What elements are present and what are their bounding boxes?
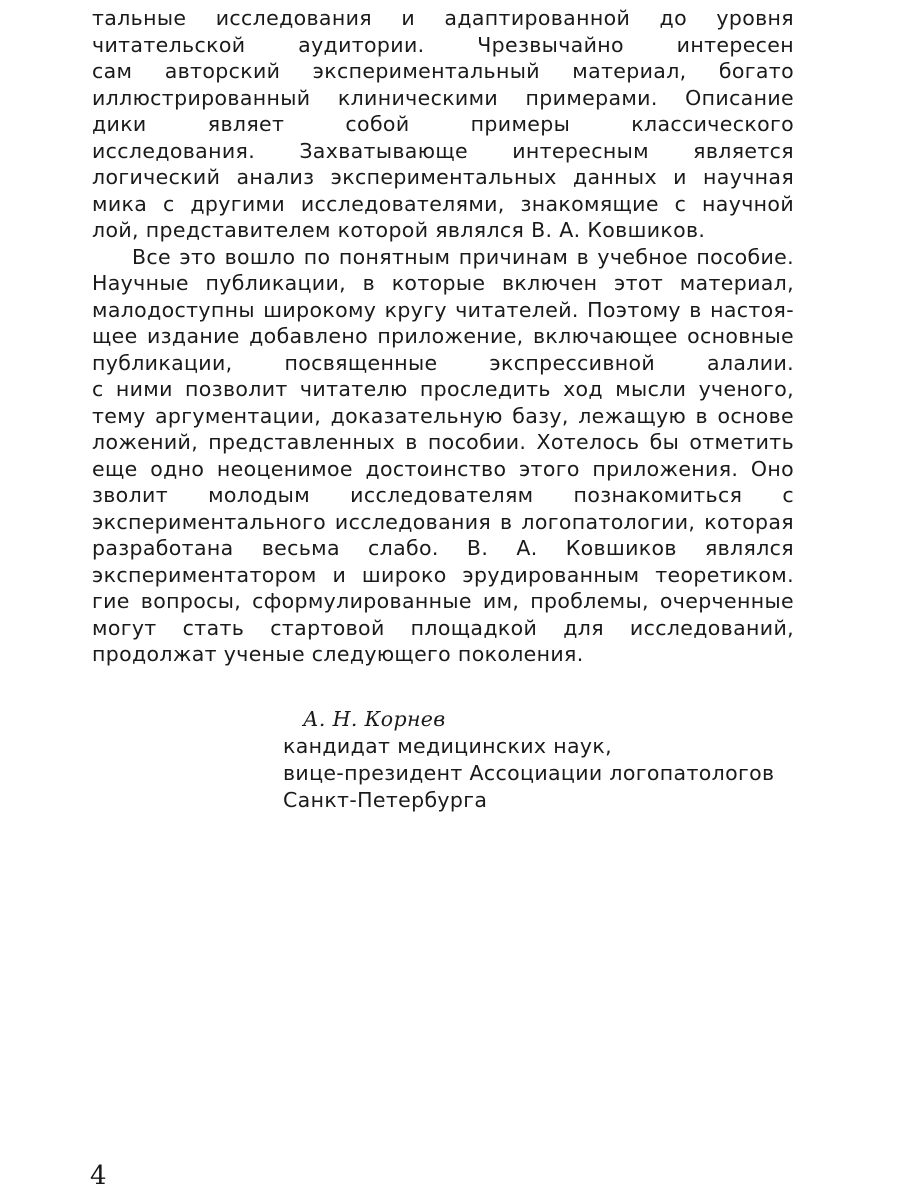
paragraph-1 [92,5,794,244]
text-line: читательской аудитории. Чрезвычайно интересен [92,32,794,57]
text-line: зволит молодым исследователям познакомиться с [92,483,794,507]
text-line: мика с другими исследователями, знакомящие с научной [92,191,794,216]
signature-block [283,706,843,814]
text-line: экспериментатором и широко эрудированным теоретиком. [92,562,794,587]
paragraph-2 [92,244,794,668]
text-line: Все это вошло по понятным причинам в учебное пособие. [132,244,794,269]
text-line: щее издание добавлено приложение, включающее основные [92,324,794,348]
text-line: еще одно неоценимое достоинство этого приложения. Оно [92,456,794,481]
text-line: тальные исследования и адаптированной до уровня [92,6,794,30]
page-number: 4 [90,1161,107,1191]
text-line: ложений, представленных в пособии. Хотелось бы отметить [92,430,794,454]
text-line: Научные публикации, в которые включен этот материал, [92,271,794,295]
text-line: гие вопросы, сформулированные им, проблемы, очерченные [92,589,794,613]
signature-credential: вице-президент Ассоциации логопатологов [283,761,775,785]
signature-author: А. Н. Корнев [303,707,446,731]
text-line: с ними позволит читателю проследить ход мысли ученого, [92,377,794,401]
text-line: исследования. Захватывающе интересным является [92,138,794,163]
text-line: экспериментального исследования в логопатологии, которая [92,509,794,534]
text-line: сам авторский экспериментальный материал, богато [92,59,794,83]
signature-credential: кандидат медицинских наук, [283,734,613,758]
text-line: логический анализ экспериментальных данных и научная [92,165,794,189]
signature-credential: Санкт-Петербурга [283,788,488,812]
text-line: иллюстрированный клиническими примерами. Описание [92,85,794,110]
body-text [92,5,794,668]
text-line: публикации, посвященные экспрессивной алалии. [92,350,794,375]
text-line: дики являет собой примеры классического [92,112,794,136]
text-line: разработана весьма слабо. В. А. Ковшиков являлся [92,536,794,560]
text-line: тему аргументации, доказательную базу, лежащую в основе [92,403,794,428]
text-line: продолжат ученые следующего поколения. [92,642,584,666]
text-line: могут стать стартовой площадкой для исследований, [92,615,794,640]
text-line: лой, представителем которой являлся В. А. Ковшиков. [92,218,706,242]
text-line: малодоступны широкому кругу читателей. Поэтому в настоя- [92,297,794,322]
